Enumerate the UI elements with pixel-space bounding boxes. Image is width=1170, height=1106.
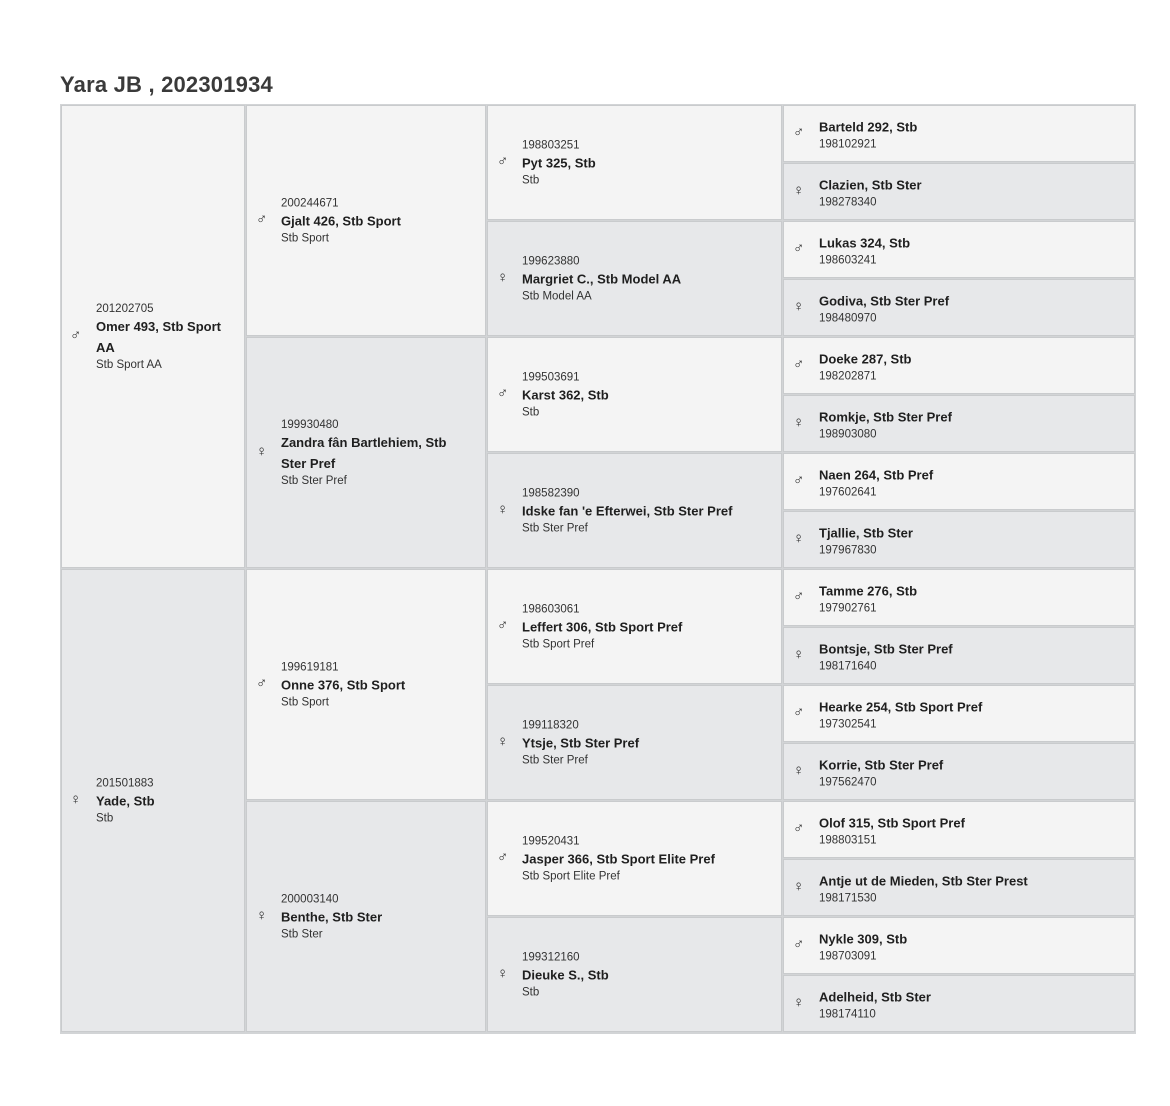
horse-info — [819, 812, 1119, 847]
pedigree-cell-gen4[interactable] — [783, 163, 1135, 220]
pedigree-cell-gen4[interactable] — [783, 105, 1135, 162]
male-icon: ♂ — [793, 239, 805, 257]
registration-number: 199520431 — [522, 835, 580, 847]
predicate-text: Stb Model AA — [522, 290, 592, 302]
pedigree-cell-gen2[interactable] — [246, 801, 486, 1032]
female-icon: ♀ — [793, 181, 805, 199]
registration-number: 200003140 — [281, 893, 339, 905]
registration-number: 198603061 — [522, 603, 580, 615]
horse-name[interactable]: Zandra fân Bartlehiem, Stb Ster Pref — [281, 434, 447, 471]
male-icon: ♂ — [793, 819, 805, 837]
registration-number: 199619181 — [281, 661, 339, 673]
pedigree-cell-gen3[interactable] — [487, 453, 782, 568]
female-icon: ♀ — [497, 732, 509, 750]
pedigree-cell-gen3[interactable] — [487, 685, 782, 800]
horse-info — [819, 696, 1119, 731]
predicate-text: Stb Ster Pref — [281, 474, 347, 487]
registration-number: 200244671 — [281, 197, 339, 209]
horse-info — [522, 370, 772, 419]
registration-number: 199623880 — [522, 255, 580, 267]
predicate-text: Stb Ster — [281, 928, 323, 940]
female-icon: ♀ — [793, 529, 805, 547]
male-icon: ♂ — [793, 471, 805, 489]
predicate-text: Stb — [522, 406, 540, 418]
male-icon: ♂ — [497, 616, 509, 634]
horse-info — [522, 950, 772, 999]
horse-name[interactable]: Korrie, Stb Ster Pref — [819, 757, 944, 772]
horse-info — [281, 892, 466, 941]
horse-info — [819, 406, 1119, 441]
horse-name[interactable]: Naen 264, Stb Pref — [819, 467, 934, 482]
female-icon: ♀ — [793, 645, 805, 663]
female-icon: ♀ — [793, 877, 805, 895]
female-icon: ♀ — [793, 413, 805, 431]
male-icon: ♂ — [497, 152, 509, 170]
female-icon: ♀ — [793, 297, 805, 315]
pedigree-cell-gen4[interactable] — [783, 917, 1135, 974]
horse-info — [819, 754, 1119, 789]
horse-name[interactable]: Hearke 254, Stb Sport Pref — [819, 699, 983, 714]
registration-number: 198174110 — [819, 1008, 876, 1020]
pedigree-cell-gen1[interactable] — [61, 569, 245, 1032]
registration-number: 199503691 — [522, 371, 580, 383]
registration-number: 198202871 — [819, 370, 877, 382]
registration-number: 197902761 — [819, 602, 877, 614]
pedigree-chart — [60, 104, 1136, 1034]
horse-info — [819, 174, 1119, 209]
predicate-text: Stb — [96, 812, 114, 824]
registration-number: 199312160 — [522, 951, 580, 963]
registration-number: 198603241 — [819, 254, 877, 266]
predicate-text: Stb Ster Pref — [522, 522, 588, 534]
male-icon: ♂ — [793, 587, 805, 605]
female-icon: ♀ — [497, 268, 509, 286]
registration-number: 198171530 — [819, 892, 877, 904]
horse-name[interactable]: Pyt 325, Stb — [522, 155, 596, 170]
registration-number: 198903080 — [819, 428, 877, 440]
pedigree-cell-gen4[interactable] — [783, 511, 1135, 568]
horse-info — [819, 638, 1119, 673]
registration-number: 197302541 — [819, 718, 877, 730]
pedigree-cell-gen3[interactable] — [487, 569, 782, 684]
registration-number: 197602641 — [819, 486, 877, 498]
male-icon: ♂ — [497, 848, 509, 866]
predicate-text: Stb — [522, 986, 540, 998]
pedigree-cell-gen4[interactable] — [783, 975, 1135, 1032]
horse-name[interactable]: Karst 362, Stb — [522, 387, 609, 402]
horse-info — [522, 718, 772, 767]
pedigree-cell-gen4[interactable] — [783, 801, 1135, 858]
horse-name[interactable]: Idske fan 'e Efterwei, Stb Ster Pref — [522, 503, 733, 518]
pedigree-cell-gen4[interactable] — [783, 337, 1135, 394]
horse-name[interactable]: Yade, Stb — [96, 793, 155, 808]
horse-name[interactable]: Leffert 306, Stb Sport Pref — [522, 619, 683, 634]
male-icon: ♂ — [793, 355, 805, 373]
predicate-text: Stb Sport AA — [96, 358, 162, 371]
horse-info — [819, 870, 1119, 905]
horse-name[interactable]: Margriet C., Stb Model AA — [522, 271, 682, 286]
pedigree-cell-gen4[interactable] — [783, 859, 1135, 916]
horse-name[interactable]: Nykle 309, Stb — [819, 931, 908, 946]
registration-number: 201202705 — [96, 302, 154, 315]
registration-number: 201501883 — [96, 777, 154, 789]
pedigree-cell-gen4[interactable] — [783, 569, 1135, 626]
horse-info — [522, 834, 772, 883]
male-icon: ♂ — [793, 703, 805, 721]
registration-number: 197562470 — [819, 776, 877, 788]
pedigree-cell-gen2[interactable] — [246, 105, 486, 336]
female-icon: ♀ — [256, 906, 268, 924]
horse-info — [819, 348, 1119, 383]
pedigree-cell-gen4[interactable] — [783, 743, 1135, 800]
pedigree-cell-gen4[interactable] — [783, 221, 1135, 278]
registration-number: 198803251 — [522, 139, 580, 151]
pedigree-cell-gen4[interactable] — [783, 627, 1135, 684]
horse-name[interactable]: Lukas 324, Stb — [819, 235, 911, 250]
male-icon: ♂ — [256, 210, 268, 228]
pedigree-cell-gen3[interactable] — [487, 221, 782, 336]
predicate-text: Stb — [522, 174, 540, 186]
horse-info — [522, 138, 772, 187]
pedigree-cell-gen4[interactable] — [783, 395, 1135, 452]
horse-info — [96, 302, 236, 372]
horse-name[interactable]: Godiva, Stb Ster Pref — [819, 293, 950, 308]
horse-info — [819, 232, 1119, 267]
horse-name[interactable]: Gjalt 426, Stb Sport — [281, 213, 401, 228]
male-icon: ♂ — [497, 384, 509, 402]
pedigree-cell-gen3[interactable] — [487, 105, 782, 220]
registration-number: 198480970 — [819, 312, 877, 324]
female-icon: ♀ — [497, 964, 509, 982]
female-icon: ♀ — [793, 993, 805, 1011]
pedigree-cell-gen3[interactable] — [487, 801, 782, 916]
horse-name[interactable]: Ytsje, Stb Ster Pref — [522, 735, 640, 750]
horse-info — [819, 580, 1119, 615]
pedigree-cell-gen2[interactable] — [246, 337, 486, 568]
registration-number: 198278340 — [819, 196, 877, 208]
pedigree-cell-gen4[interactable] — [783, 685, 1135, 742]
pedigree-cell-gen1[interactable] — [61, 105, 245, 568]
pedigree-cell-gen4[interactable] — [783, 279, 1135, 336]
registration-number: 198171640 — [819, 660, 877, 672]
female-icon: ♀ — [256, 442, 268, 460]
horse-name[interactable]: Antje ut de Mieden, Stb Ster Prest — [819, 873, 1028, 888]
horse-info — [96, 776, 236, 825]
pedigree-cell-gen3[interactable] — [487, 337, 782, 452]
horse-info — [819, 464, 1119, 499]
horse-info — [281, 660, 466, 709]
horse-info — [819, 522, 1119, 557]
horse-name[interactable]: Benthe, Stb Ster — [281, 909, 383, 924]
male-icon: ♂ — [793, 935, 805, 953]
male-icon: ♂ — [793, 123, 805, 141]
horse-name[interactable]: Tjallie, Stb Ster — [819, 525, 913, 540]
horse-info — [281, 418, 466, 488]
pedigree-cell-gen3[interactable] — [487, 917, 782, 1032]
horse-info — [819, 986, 1119, 1021]
horse-info — [522, 602, 772, 651]
female-icon: ♀ — [70, 790, 82, 808]
horse-name[interactable]: Clazien, Stb Ster — [819, 177, 922, 192]
horse-name[interactable]: Dieuke S., Stb — [522, 967, 609, 982]
horse-info — [281, 196, 466, 245]
predicate-text: Stb Sport Pref — [522, 638, 595, 650]
horse-name[interactable]: Adelheid, Stb Ster — [819, 989, 931, 1004]
horse-name[interactable]: Romkje, Stb Ster Pref — [819, 409, 952, 424]
male-icon: ♂ — [256, 674, 268, 692]
registration-number: 198803151 — [819, 834, 877, 846]
male-icon: ♂ — [70, 326, 82, 344]
registration-number: 197967830 — [819, 544, 877, 556]
pedigree-cell-gen4[interactable] — [783, 453, 1135, 510]
horse-info — [819, 928, 1119, 963]
horse-name[interactable]: Barteld 292, Stb — [819, 119, 918, 134]
registration-number: 198703091 — [819, 950, 877, 962]
horse-info — [819, 116, 1119, 151]
horse-name[interactable]: Bontsje, Stb Ster Pref — [819, 641, 953, 656]
horse-name[interactable]: Jasper 366, Stb Sport Elite Pref — [522, 851, 715, 866]
horse-info — [522, 486, 772, 535]
predicate-text: Stb Ster Pref — [522, 754, 588, 766]
registration-number: 198102921 — [819, 138, 877, 150]
predicate-text: Stb Sport — [281, 232, 329, 244]
horse-name[interactable]: Doeke 287, Stb — [819, 351, 912, 366]
pedigree-cell-gen2[interactable] — [246, 569, 486, 800]
registration-number: 199930480 — [281, 418, 339, 431]
female-icon: ♀ — [793, 761, 805, 779]
horse-name[interactable]: Olof 315, Stb Sport Pref — [819, 815, 965, 830]
registration-number: 199118320 — [522, 719, 579, 731]
horse-info — [819, 290, 1119, 325]
horse-name[interactable]: Tamme 276, Stb — [819, 583, 918, 598]
horse-name[interactable]: Onne 376, Stb Sport — [281, 677, 406, 692]
predicate-text: Stb Sport Elite Pref — [522, 870, 620, 882]
registration-number: 198582390 — [522, 487, 580, 499]
page-title: Yara JB , 202301934 — [60, 72, 273, 97]
horse-info — [522, 254, 772, 303]
predicate-text: Stb Sport — [281, 696, 329, 708]
female-icon: ♀ — [497, 500, 509, 518]
horse-name[interactable]: Omer 493, Stb Sport AA — [96, 318, 221, 355]
